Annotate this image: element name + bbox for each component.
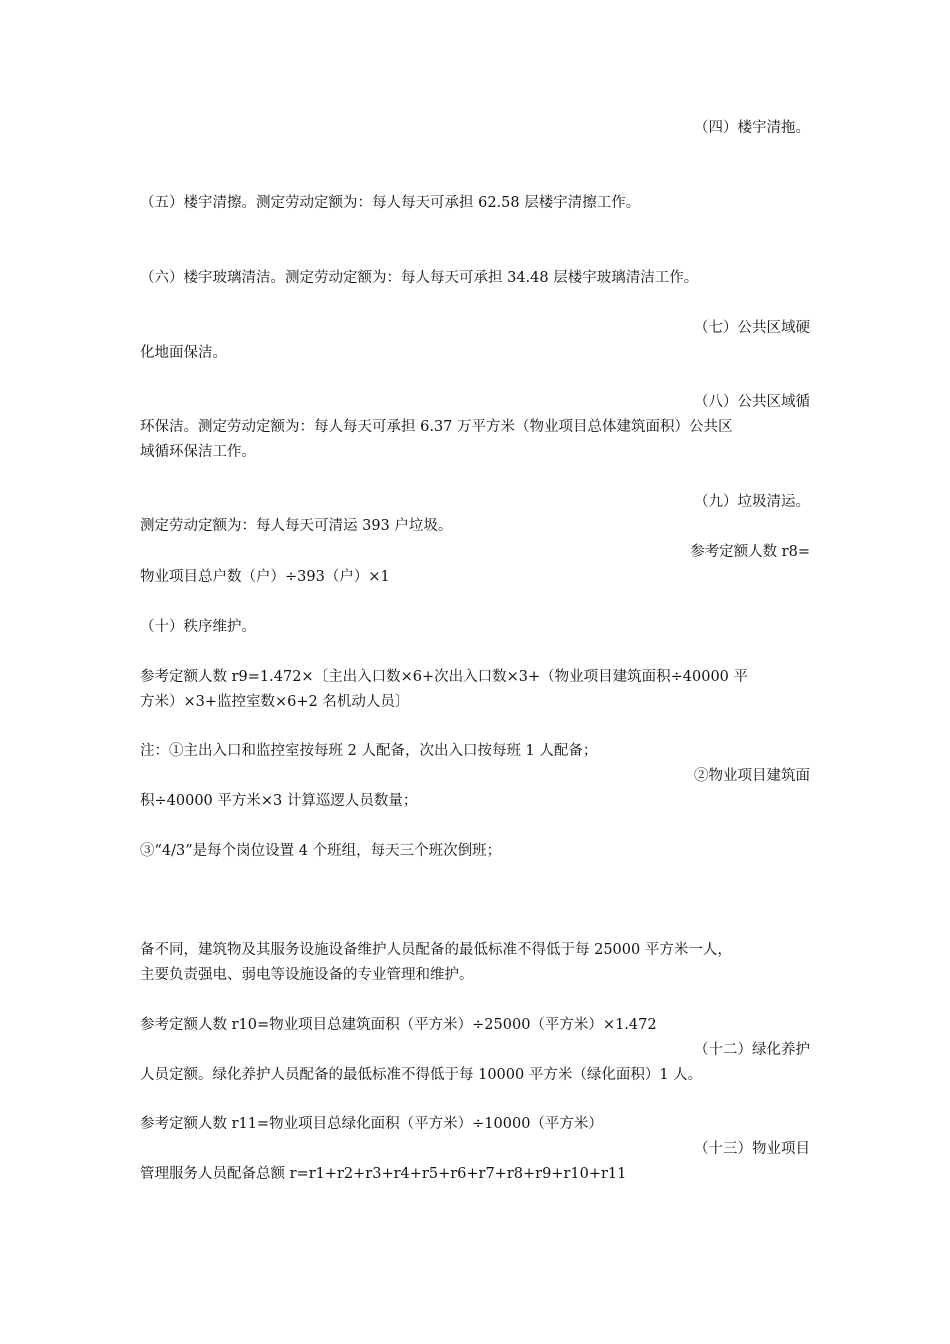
text-line: （十二）绿化养护 [694, 1042, 810, 1058]
text-line: 管理服务人员配备总额 r=r1+r2+r3+r4+r5+r6+r7+r8+r9+r10+r11 [140, 1166, 627, 1182]
text-line: 环保洁。测定劳动定额为：每人每天可承担 6.37 万平方米（物业项目总体建筑面积）公共区 [140, 419, 733, 435]
text-line: 化地面保洁。 [140, 345, 227, 361]
text-line: 参考定额人数 r11=物业项目总绿化面积（平方米）÷10000（平方米） [140, 1116, 603, 1132]
text-line: （十）秩序维护。 [140, 619, 256, 635]
text-line: 主要负责强电、弱电等设施设备的专业管理和维护。 [140, 967, 474, 983]
text-line: 域循环保洁工作。 [140, 444, 256, 460]
text-line: （十三）物业项目 [694, 1141, 810, 1157]
text-line: （四）楼宇清拖。 [694, 120, 810, 136]
text-line: 参考定额人数 r9=1.472×〔主出入口数×6+次出入口数×3+（物业项目建筑面积÷40000 平 [140, 669, 749, 685]
text-line: 物业项目总户数（户）÷393（户）×1 [140, 569, 390, 585]
text-line: （七）公共区域硬 [694, 320, 810, 336]
text-line: 方米）×3+监控室数×6+2 名机动人员〕 [140, 694, 410, 710]
text-line: （五）楼宇清擦。测定劳动定额为：每人每天可承担 62.58 层楼宇清擦工作。 [140, 195, 641, 211]
text-line: （六）楼宇玻璃清洁。测定劳动定额为：每人每天可承担 34.48 层楼宇玻璃清洁工作。 [140, 270, 699, 286]
text-line: 测定劳动定额为：每人每天可清运 393 户垃圾。 [140, 518, 453, 534]
text-line: 注：①主出入口和监控室按每班 2 人配备，次出入口按每班 1 人配备； [140, 743, 598, 759]
text-line: 人员定额。绿化养护人员配备的最低标准不得低于每 10000 平方米（绿化面积）1 人。 [140, 1067, 703, 1083]
text-line: 参考定额人数 r10=物业项目总建筑面积（平方米）÷25000（平方米）×1.472 [140, 1017, 657, 1033]
text-line: ②物业项目建筑面 [694, 768, 810, 784]
text-line: 积÷40000 平方米×3 计算巡逻人员数量； [140, 793, 418, 809]
text-line: （八）公共区域循 [694, 394, 810, 410]
text-line: 备不同，建筑物及其服务设施设备维护人员配备的最低标准不得低于每 25000 平方米一人， [140, 942, 732, 958]
text-line: （九）垃圾清运。 [694, 494, 810, 510]
text-line: 参考定额人数 r8= [690, 544, 810, 560]
text-line: ③“4/3”是每个岗位设置 4 个班组，每天三个班次倒班； [140, 843, 502, 859]
